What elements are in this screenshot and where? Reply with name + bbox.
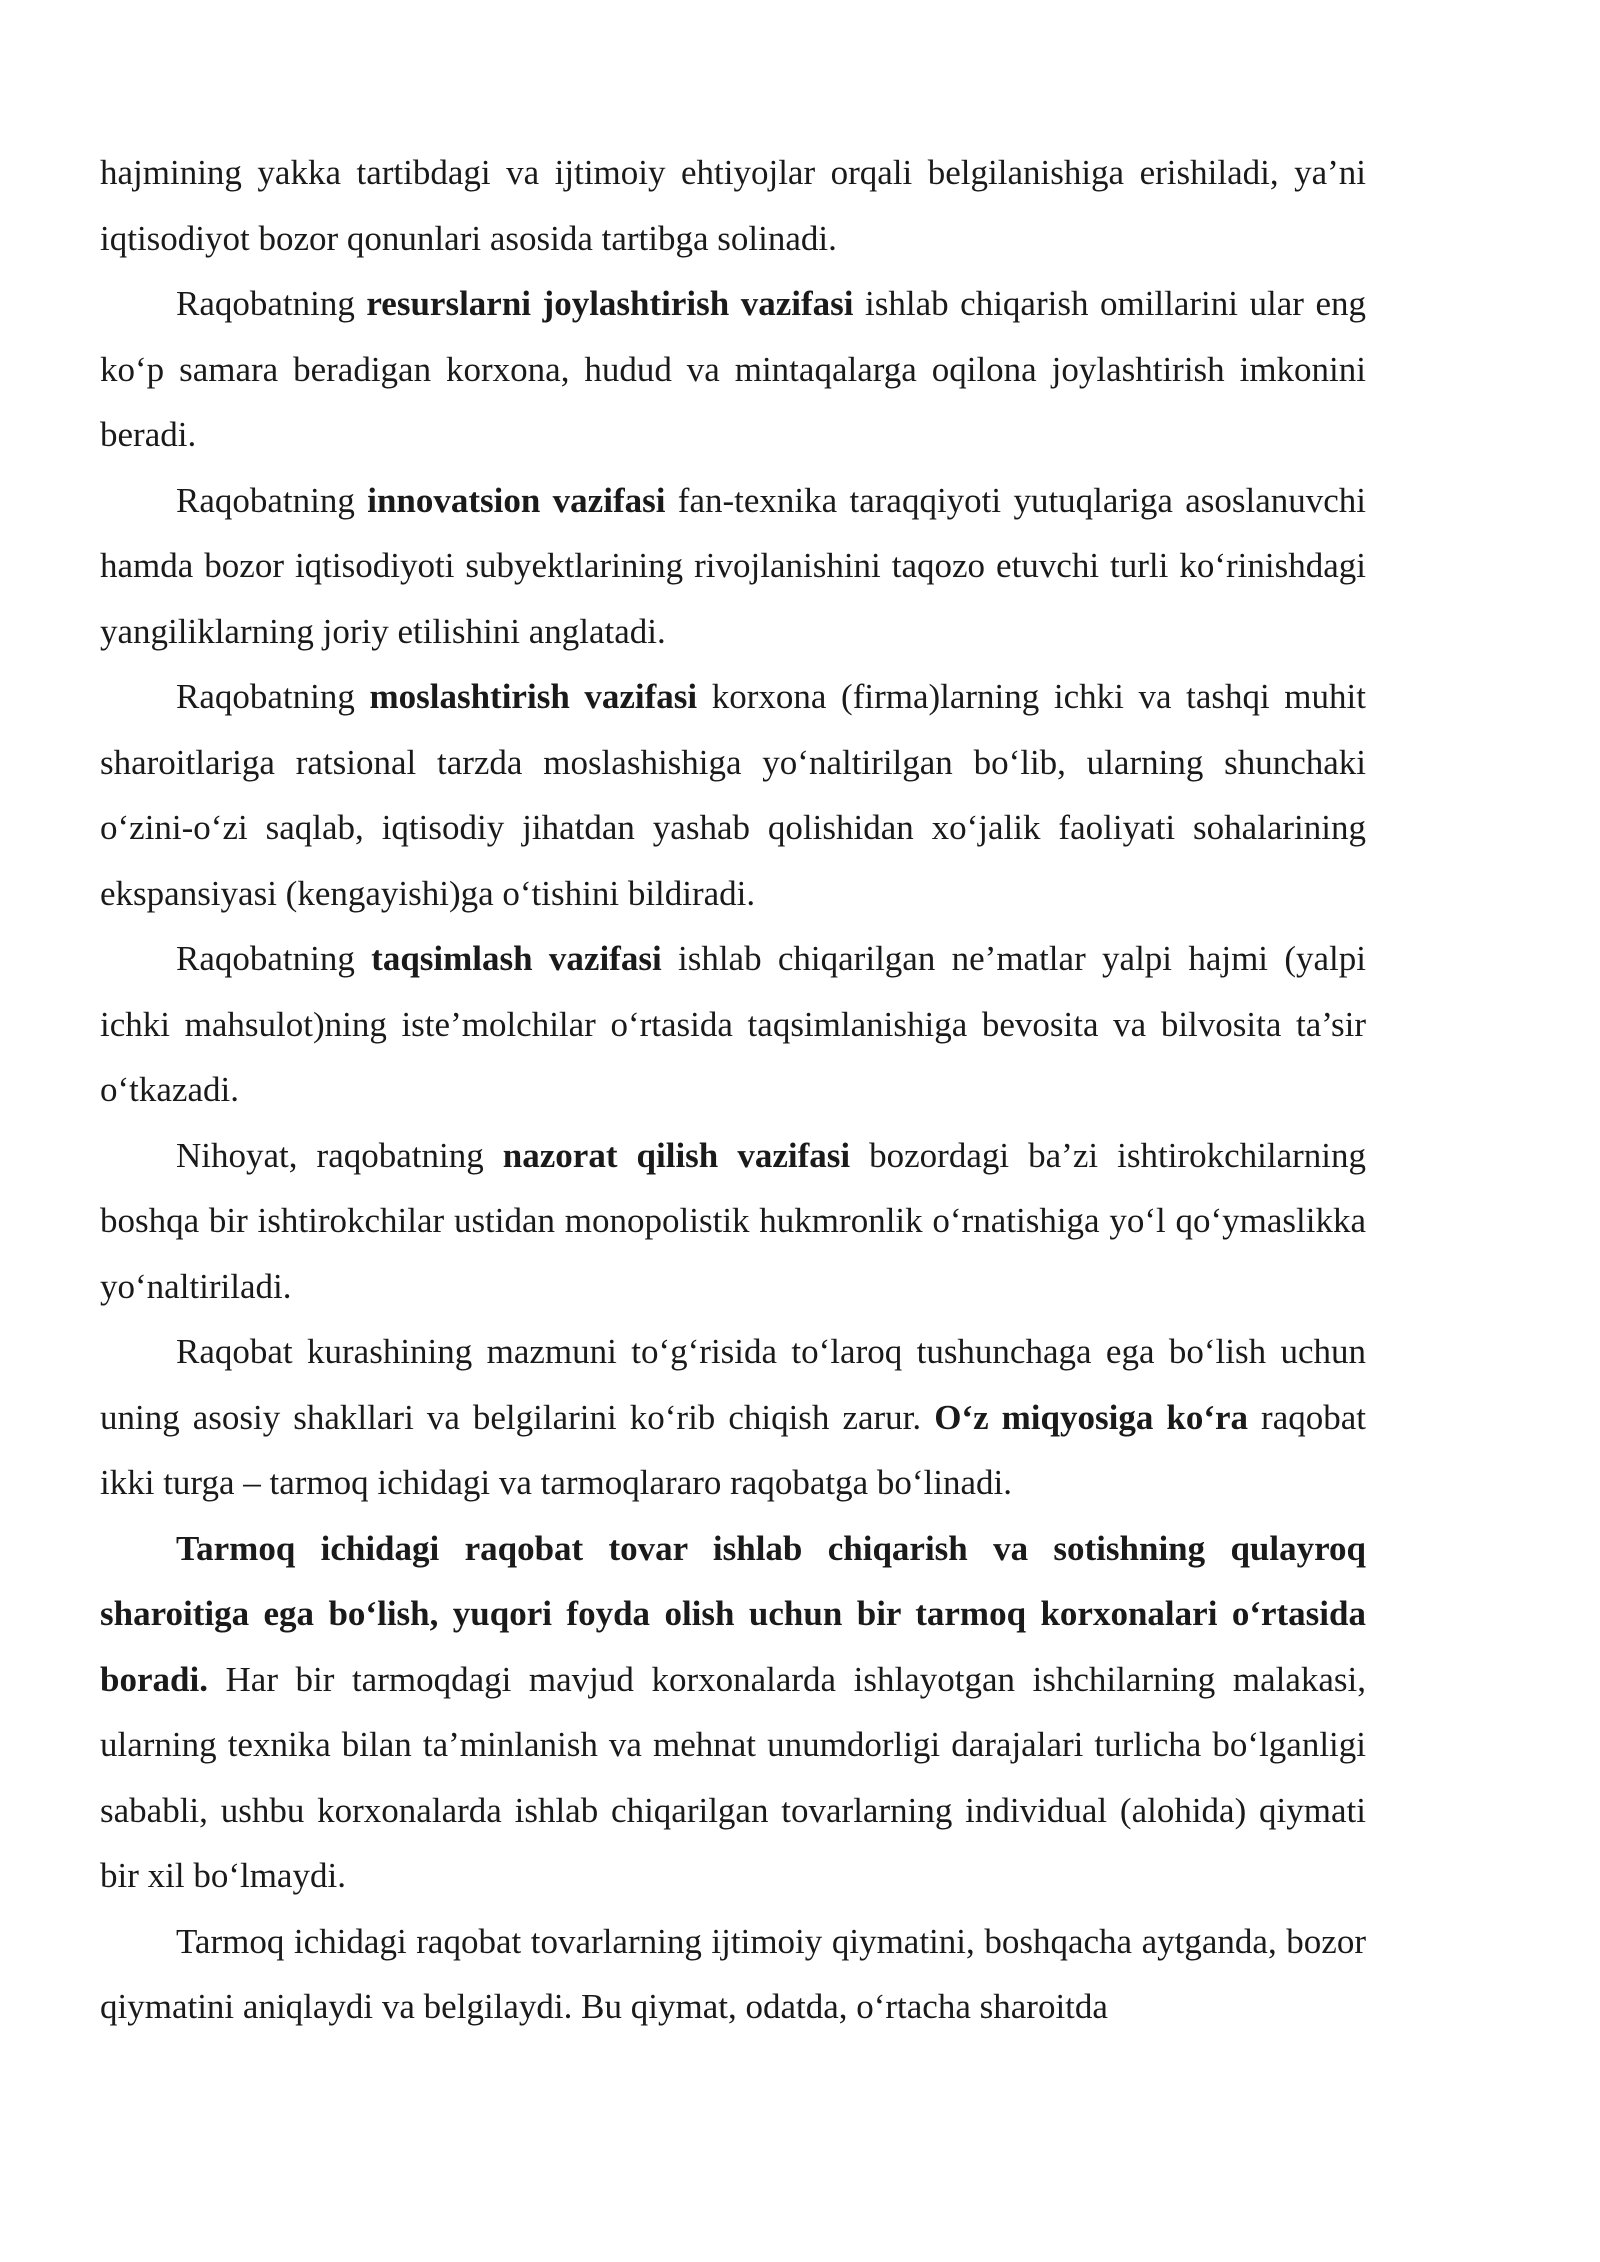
bold-term: moslashtirish vazifasi	[369, 677, 698, 716]
bold-term: nazorat qilish vazifasi	[502, 1135, 851, 1175]
bold-term: innovatsion vazifasi	[367, 480, 666, 520]
paragraph-6	[100, 1123, 1366, 1320]
paragraph-8	[100, 1516, 1366, 1909]
paragraph-text: Raqobatning	[176, 480, 368, 520]
paragraph-text: Tarmoq ichidagi raqobat tovarlarning ijtimoiy qiymatini, boshqacha aytganda, bozor qiymatini aniqlaydi va belgilaydi. Bu qiymat, odatda, o‘rtacha sharoitda	[100, 1921, 1366, 2026]
paragraph-5	[100, 926, 1366, 1123]
paragraph-text: ishlab chiqarilgan ne’matlar yalpi hajmi (yalpi ichki mahsulot)ning iste’molchilar o‘rtasida taqsimlanishiga bevosita va bilvosita ta’sir o‘tkazadi.	[100, 939, 1366, 1109]
paragraph-text: Har bir tarmoqdagi mavjud korxonalarda ishlayotgan ishchilarning malakasi, ularning texnika bilan ta’minlanish va mehnat unumdorligi darajalari turlicha bo‘lganligi sababli, ushbu korxonalarda ishlab chiqarilgan tovarlarning individual (alohida) qiymati bir xil bo‘lmaydi.	[100, 1659, 1366, 1895]
paragraph-text: raqobat ikki turga – tarmoq ichidagi va tarmoqlararo raqobatga bo‘linadi.	[100, 1397, 1366, 1502]
bold-sentence: Tarmoq ichidagi raqobat tovar ishlab chiqarish va sotishning qulayroq sharoitiga ega bo‘lish, yuqori foyda olish uchun bir tarmoq korxonalari o‘rtasida boradi.	[100, 1528, 1366, 1699]
paragraph-text: Raqobat kurashining mazmuni to‘g‘risida to‘laroq tushunchaga ega bo‘lish uchun uning asosiy shakllari va belgilarini ko‘rib chiqish zarur.	[100, 1332, 1366, 1437]
bold-term: resurslarni joylashtirish vazifasi	[366, 284, 854, 323]
bold-term: O‘z miqyosiga ko‘ra	[934, 1397, 1249, 1437]
paragraph-7	[100, 1319, 1366, 1516]
paragraph-text: fan-texnika taraqqiyoti yutuqlariga asoslanuvchi hamda bozor iqtisodiyoti subyektlarining rivojlanishini taqozo etuvchi turli ko‘rinishdagi yangiliklarning joriy etilishini anglatadi.	[100, 480, 1366, 651]
paragraph-2	[100, 271, 1366, 468]
paragraph-text: Raqobatning	[176, 284, 367, 323]
paragraph-1	[100, 140, 1366, 271]
document-page	[100, 140, 1366, 2040]
paragraph-text: korxona (firma)larning ichki va tashqi muhit sharoitlariga ratsional tarzda moslashishiga yo‘naltirilgan bo‘lib, ularning shunchaki o‘zini-o‘zi saqlab, iqtisodiy jihatdan yashab qolishidan xo‘jalik faoliyati sohalarining ekspansiyasi (kengayishi)ga o‘tishini bildiradi.	[100, 677, 1366, 913]
paragraph-4	[100, 664, 1366, 926]
paragraph-3	[100, 468, 1366, 665]
paragraph-9	[100, 1909, 1366, 2040]
paragraph-text: hajmining yakka tartibdagi va ijtimoiy ehtiyojlar orqali belgilanishiga erishiladi, ya’ni iqtisodiyot bozor qonunlari asosida tartibga solinadi.	[100, 153, 1366, 258]
paragraph-text: Raqobatning	[176, 677, 370, 716]
paragraph-text: ishlab chiqarish omillarini ular eng ko‘p samara beradigan korxona, hudud va mintaqalarga oqilona joylashtirish imkonini beradi.	[100, 284, 1366, 454]
bold-term: taqsimlash vazifasi	[371, 939, 662, 978]
paragraph-text: Raqobatning	[176, 939, 372, 978]
paragraph-text: Nihoyat, raqobatning	[176, 1135, 503, 1175]
paragraph-text: bozordagi ba’zi ishtirokchilarning boshqa bir ishtirokchilar ustidan monopolistik hukmronlik o‘rnatishiga yo‘l qo‘ymaslikka yo‘naltiriladi.	[100, 1135, 1366, 1306]
